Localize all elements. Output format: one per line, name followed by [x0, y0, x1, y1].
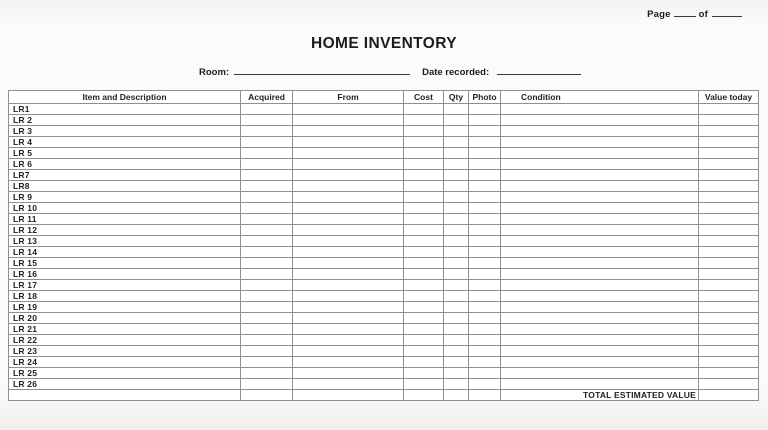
row-label: LR 11 [9, 214, 241, 225]
empty-cell [404, 280, 444, 291]
empty-cell [699, 247, 759, 258]
empty-cell [404, 258, 444, 269]
row-label: LR 3 [9, 126, 241, 137]
row-label: LR 21 [9, 324, 241, 335]
empty-cell [501, 247, 699, 258]
empty-cell [241, 148, 293, 159]
empty-cell [444, 280, 469, 291]
page-number [647, 7, 742, 20]
row-label: LR 5 [9, 148, 241, 159]
empty-cell [699, 236, 759, 247]
page-title: HOME INVENTORY [311, 35, 457, 52]
empty-cell [699, 115, 759, 126]
empty-cell [241, 170, 293, 181]
room-label: Room: [199, 67, 230, 78]
empty-cell [444, 203, 469, 214]
table-row [9, 269, 759, 280]
empty-cell [404, 302, 444, 313]
empty-cell [241, 104, 293, 115]
inventory-table [8, 90, 759, 401]
empty-cell [9, 390, 241, 401]
table-row [9, 368, 759, 379]
empty-cell [293, 357, 404, 368]
empty-cell [404, 335, 444, 346]
of-label: of [698, 9, 708, 20]
row-label: LR1 [9, 104, 241, 115]
table-row [9, 214, 759, 225]
table-row [9, 115, 759, 126]
row-label: LR 16 [9, 269, 241, 280]
empty-cell [404, 368, 444, 379]
empty-cell [293, 291, 404, 302]
empty-cell [444, 258, 469, 269]
column-header-value-today: Value today [699, 91, 759, 104]
row-label: LR 12 [9, 225, 241, 236]
empty-cell [241, 203, 293, 214]
empty-cell [444, 324, 469, 335]
row-label: LR 20 [9, 313, 241, 324]
empty-cell [501, 181, 699, 192]
empty-cell [444, 313, 469, 324]
table-row [9, 192, 759, 203]
empty-cell [241, 324, 293, 335]
empty-cell [699, 104, 759, 115]
table-row [9, 324, 759, 335]
empty-cell [293, 203, 404, 214]
row-label: LR 2 [9, 115, 241, 126]
empty-cell [241, 126, 293, 137]
empty-cell [699, 148, 759, 159]
table-row [9, 302, 759, 313]
empty-cell [469, 346, 501, 357]
table-row [9, 357, 759, 368]
empty-cell [699, 192, 759, 203]
row-label: LR 14 [9, 247, 241, 258]
table-row [9, 104, 759, 115]
empty-cell [404, 313, 444, 324]
empty-cell [469, 335, 501, 346]
column-header-cost: Cost [404, 91, 444, 104]
empty-cell [293, 214, 404, 225]
empty-cell [469, 148, 501, 159]
empty-cell [699, 313, 759, 324]
empty-cell [501, 346, 699, 357]
empty-cell [241, 159, 293, 170]
empty-cell [293, 148, 404, 159]
empty-cell [699, 203, 759, 214]
empty-cell [404, 126, 444, 137]
empty-cell [293, 269, 404, 280]
empty-cell [469, 269, 501, 280]
empty-cell [293, 258, 404, 269]
table-row [9, 181, 759, 192]
empty-cell [699, 225, 759, 236]
empty-cell [469, 236, 501, 247]
empty-cell [241, 379, 293, 390]
empty-cell [469, 247, 501, 258]
empty-cell [469, 390, 501, 401]
empty-cell [241, 335, 293, 346]
empty-cell [241, 225, 293, 236]
empty-cell [501, 137, 699, 148]
empty-cell [469, 379, 501, 390]
empty-cell [501, 291, 699, 302]
empty-cell [404, 148, 444, 159]
empty-cell [699, 291, 759, 302]
empty-cell [469, 203, 501, 214]
empty-cell [501, 148, 699, 159]
empty-cell [293, 236, 404, 247]
empty-cell [241, 236, 293, 247]
table-row [9, 225, 759, 236]
table-row [9, 313, 759, 324]
empty-cell [293, 368, 404, 379]
empty-cell [404, 324, 444, 335]
empty-cell [501, 203, 699, 214]
empty-cell [293, 170, 404, 181]
empty-cell [699, 170, 759, 181]
page-number-blank [674, 7, 696, 17]
empty-cell [501, 269, 699, 280]
empty-cell [241, 346, 293, 357]
table-row [9, 335, 759, 346]
empty-cell [469, 291, 501, 302]
empty-cell [444, 357, 469, 368]
empty-cell [699, 214, 759, 225]
empty-cell [293, 137, 404, 148]
empty-cell [404, 269, 444, 280]
empty-cell [444, 379, 469, 390]
empty-cell [444, 368, 469, 379]
empty-cell [501, 115, 699, 126]
empty-cell [501, 324, 699, 335]
empty-cell [444, 247, 469, 258]
empty-cell [469, 280, 501, 291]
empty-cell [404, 115, 444, 126]
empty-cell [444, 181, 469, 192]
empty-cell [404, 357, 444, 368]
table-row [9, 170, 759, 181]
empty-cell [501, 302, 699, 313]
date-recorded-label: Date recorded: [422, 67, 490, 78]
empty-cell [699, 335, 759, 346]
empty-cell [469, 258, 501, 269]
table-row [9, 126, 759, 137]
empty-cell [241, 269, 293, 280]
empty-cell [404, 346, 444, 357]
table-row [9, 379, 759, 390]
empty-cell [501, 225, 699, 236]
empty-cell [444, 148, 469, 159]
row-label: LR 23 [9, 346, 241, 357]
empty-cell [444, 115, 469, 126]
page-label: Page [647, 9, 671, 20]
empty-cell [404, 236, 444, 247]
empty-cell [404, 137, 444, 148]
empty-cell [293, 390, 404, 401]
empty-cell [444, 291, 469, 302]
empty-cell [699, 324, 759, 335]
empty-cell [501, 214, 699, 225]
column-header-acquired: Acquired [241, 91, 293, 104]
empty-cell [293, 247, 404, 258]
total-value-cell [699, 390, 759, 401]
page-total-blank [712, 7, 742, 17]
empty-cell [699, 379, 759, 390]
empty-cell [444, 225, 469, 236]
row-label: LR 13 [9, 236, 241, 247]
table-header-row [9, 91, 759, 104]
row-label: LR 26 [9, 379, 241, 390]
empty-cell [469, 313, 501, 324]
empty-cell [241, 368, 293, 379]
empty-cell [293, 159, 404, 170]
empty-cell [293, 302, 404, 313]
table-row [9, 258, 759, 269]
form-line [199, 65, 581, 78]
empty-cell [469, 126, 501, 137]
row-label: LR 18 [9, 291, 241, 302]
empty-cell [293, 225, 404, 236]
date-blank-field [497, 65, 581, 75]
row-label: LR8 [9, 181, 241, 192]
empty-cell [469, 368, 501, 379]
row-label: LR 6 [9, 159, 241, 170]
total-estimated-value-label: TOTAL ESTIMATED VALUE [501, 390, 699, 401]
empty-cell [404, 159, 444, 170]
empty-cell [501, 280, 699, 291]
column-header-photo: Photo [469, 91, 501, 104]
empty-cell [241, 137, 293, 148]
empty-cell [241, 280, 293, 291]
row-label: LR 17 [9, 280, 241, 291]
row-label: LR 9 [9, 192, 241, 203]
empty-cell [444, 236, 469, 247]
empty-cell [444, 269, 469, 280]
empty-cell [293, 126, 404, 137]
table-row [9, 247, 759, 258]
empty-cell [444, 137, 469, 148]
column-header-from: From [293, 91, 404, 104]
empty-cell [699, 181, 759, 192]
empty-cell [501, 379, 699, 390]
empty-cell [404, 203, 444, 214]
empty-cell [699, 357, 759, 368]
empty-cell [699, 368, 759, 379]
empty-cell [404, 225, 444, 236]
table-row [9, 236, 759, 247]
table-row [9, 291, 759, 302]
empty-cell [241, 192, 293, 203]
empty-cell [293, 335, 404, 346]
empty-cell [699, 269, 759, 280]
empty-cell [699, 137, 759, 148]
empty-cell [404, 170, 444, 181]
row-label: LR 4 [9, 137, 241, 148]
empty-cell [444, 104, 469, 115]
empty-cell [501, 159, 699, 170]
empty-cell [501, 258, 699, 269]
empty-cell [469, 324, 501, 335]
empty-cell [444, 159, 469, 170]
empty-cell [241, 390, 293, 401]
empty-cell [501, 192, 699, 203]
empty-cell [444, 126, 469, 137]
empty-cell [241, 258, 293, 269]
empty-cell [293, 324, 404, 335]
empty-cell [241, 357, 293, 368]
empty-cell [293, 192, 404, 203]
column-header-item-and-description: Item and Description [9, 91, 241, 104]
empty-cell [501, 313, 699, 324]
empty-cell [404, 104, 444, 115]
empty-cell [241, 291, 293, 302]
empty-cell [404, 247, 444, 258]
empty-cell [293, 346, 404, 357]
empty-cell [241, 302, 293, 313]
empty-cell [501, 335, 699, 346]
empty-cell [404, 181, 444, 192]
row-label: LR 24 [9, 357, 241, 368]
table-row [9, 148, 759, 159]
empty-cell [469, 214, 501, 225]
empty-cell [444, 302, 469, 313]
empty-cell [444, 346, 469, 357]
table-row [9, 280, 759, 291]
empty-cell [293, 104, 404, 115]
empty-cell [469, 104, 501, 115]
empty-cell [241, 313, 293, 324]
empty-cell [293, 379, 404, 390]
empty-cell [404, 390, 444, 401]
empty-cell [469, 302, 501, 313]
empty-cell [699, 126, 759, 137]
empty-cell [444, 214, 469, 225]
empty-cell [469, 181, 501, 192]
empty-cell [404, 379, 444, 390]
empty-cell [699, 346, 759, 357]
empty-cell [404, 291, 444, 302]
row-label: LR7 [9, 170, 241, 181]
empty-cell [241, 214, 293, 225]
empty-cell [469, 159, 501, 170]
empty-cell [469, 137, 501, 148]
empty-cell [469, 192, 501, 203]
empty-cell [469, 115, 501, 126]
row-label: LR 19 [9, 302, 241, 313]
empty-cell [444, 192, 469, 203]
empty-cell [501, 104, 699, 115]
empty-cell [501, 357, 699, 368]
table-row [9, 203, 759, 214]
empty-cell [241, 247, 293, 258]
empty-cell [699, 280, 759, 291]
row-label: LR 10 [9, 203, 241, 214]
empty-cell [404, 192, 444, 203]
empty-cell [699, 258, 759, 269]
empty-cell [699, 159, 759, 170]
empty-cell [469, 357, 501, 368]
table-row [9, 159, 759, 170]
empty-cell [293, 280, 404, 291]
empty-cell [444, 335, 469, 346]
empty-cell [404, 214, 444, 225]
empty-cell [293, 115, 404, 126]
column-header-qty: Qty [444, 91, 469, 104]
row-label: LR 15 [9, 258, 241, 269]
empty-cell [293, 313, 404, 324]
empty-cell [501, 236, 699, 247]
empty-cell [501, 126, 699, 137]
empty-cell [501, 368, 699, 379]
row-label: LR 25 [9, 368, 241, 379]
room-blank-field [234, 65, 410, 75]
empty-cell [293, 181, 404, 192]
empty-cell [501, 170, 699, 181]
column-header-condition: Condition [501, 91, 699, 104]
total-row [9, 390, 759, 401]
empty-cell [469, 170, 501, 181]
empty-cell [241, 181, 293, 192]
table-row [9, 137, 759, 148]
empty-cell [699, 302, 759, 313]
empty-cell [444, 390, 469, 401]
table-row [9, 346, 759, 357]
empty-cell [241, 115, 293, 126]
empty-cell [444, 170, 469, 181]
row-label: LR 22 [9, 335, 241, 346]
empty-cell [469, 225, 501, 236]
